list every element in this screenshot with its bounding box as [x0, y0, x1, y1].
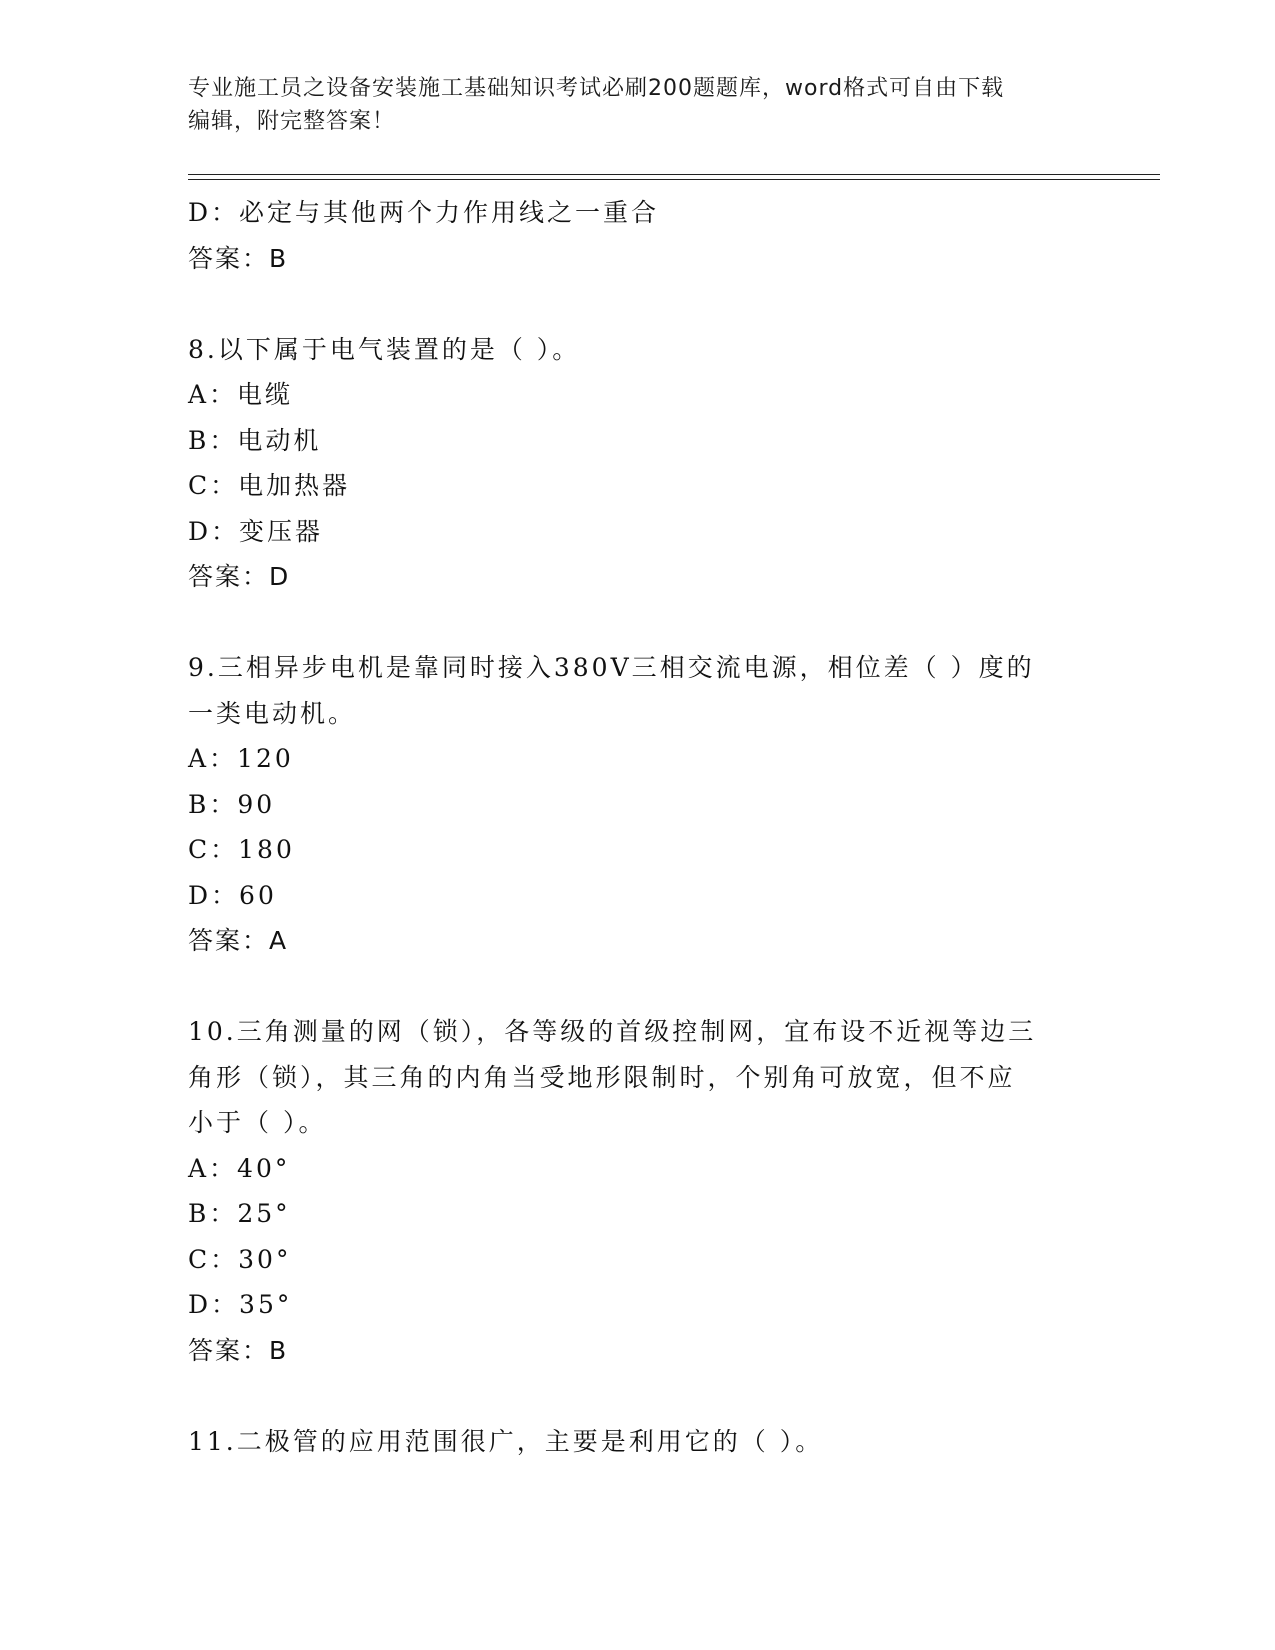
option-d: D：60 — [188, 880, 277, 910]
question-text-line-2: 角形（锁），其三角的内角当受地形限制时，个别角可放宽，但不应 — [188, 1062, 1016, 1092]
option-b: B：90 — [188, 789, 276, 819]
option-c: C：电加热器 — [188, 471, 351, 500]
question-text: 11.二极管的应用范围很广，主要是利用它的（ ）。 — [188, 1426, 824, 1456]
answer-line: 答案：A — [188, 926, 289, 955]
option-d: D：变压器 — [188, 516, 324, 546]
option-a: A：120 — [188, 744, 294, 773]
header-divider-top — [188, 174, 1160, 175]
question-8 — [188, 327, 1088, 600]
answer-line: 答案：B — [188, 243, 289, 273]
answer-line: 答案：B — [188, 1335, 289, 1365]
spacer — [188, 1373, 1088, 1419]
header-divider-bottom — [188, 179, 1160, 180]
option-a: A：40° — [188, 1153, 291, 1183]
option-d: D：35° — [188, 1290, 293, 1319]
option-d: D：必定与其他两个力作用线之一重合 — [188, 198, 660, 227]
option-a: A：电缆 — [188, 380, 294, 409]
option-c: C：180 — [188, 835, 295, 864]
option-b: B：电动机 — [188, 425, 322, 455]
spacer — [188, 281, 1088, 327]
question-10 — [188, 1009, 1088, 1373]
question-9 — [188, 645, 1088, 964]
header-line-1: 专业施工员之设备安装施工基础知识考试必刷200题题库，word格式可自由下载 — [188, 76, 1005, 101]
answer-line: 答案：D — [188, 562, 291, 591]
document-header — [188, 72, 1088, 138]
question-text-line-1: 9.三相异步电机是靠同时接入380V三相交流电源，相位差（ ）度的 — [188, 653, 1035, 682]
question-list — [188, 190, 1088, 1464]
question-7-tail — [188, 190, 1088, 281]
question-text-line-1: 10.三角测量的网（锁），各等级的首级控制网，宜布设不近视等边三 — [188, 1017, 1037, 1046]
option-b: B：25° — [188, 1199, 291, 1228]
question-text: 8.以下属于电气装置的是（ ）。 — [188, 334, 581, 364]
spacer — [188, 600, 1088, 646]
question-11 — [188, 1419, 1088, 1465]
question-text-line-2: 一类电动机。 — [188, 698, 357, 728]
header-line-2: 编辑，附完整答案！ — [188, 109, 396, 134]
option-c: C：30° — [188, 1244, 292, 1274]
spacer — [188, 964, 1088, 1010]
question-text-line-3: 小于（ ）。 — [188, 1108, 327, 1137]
